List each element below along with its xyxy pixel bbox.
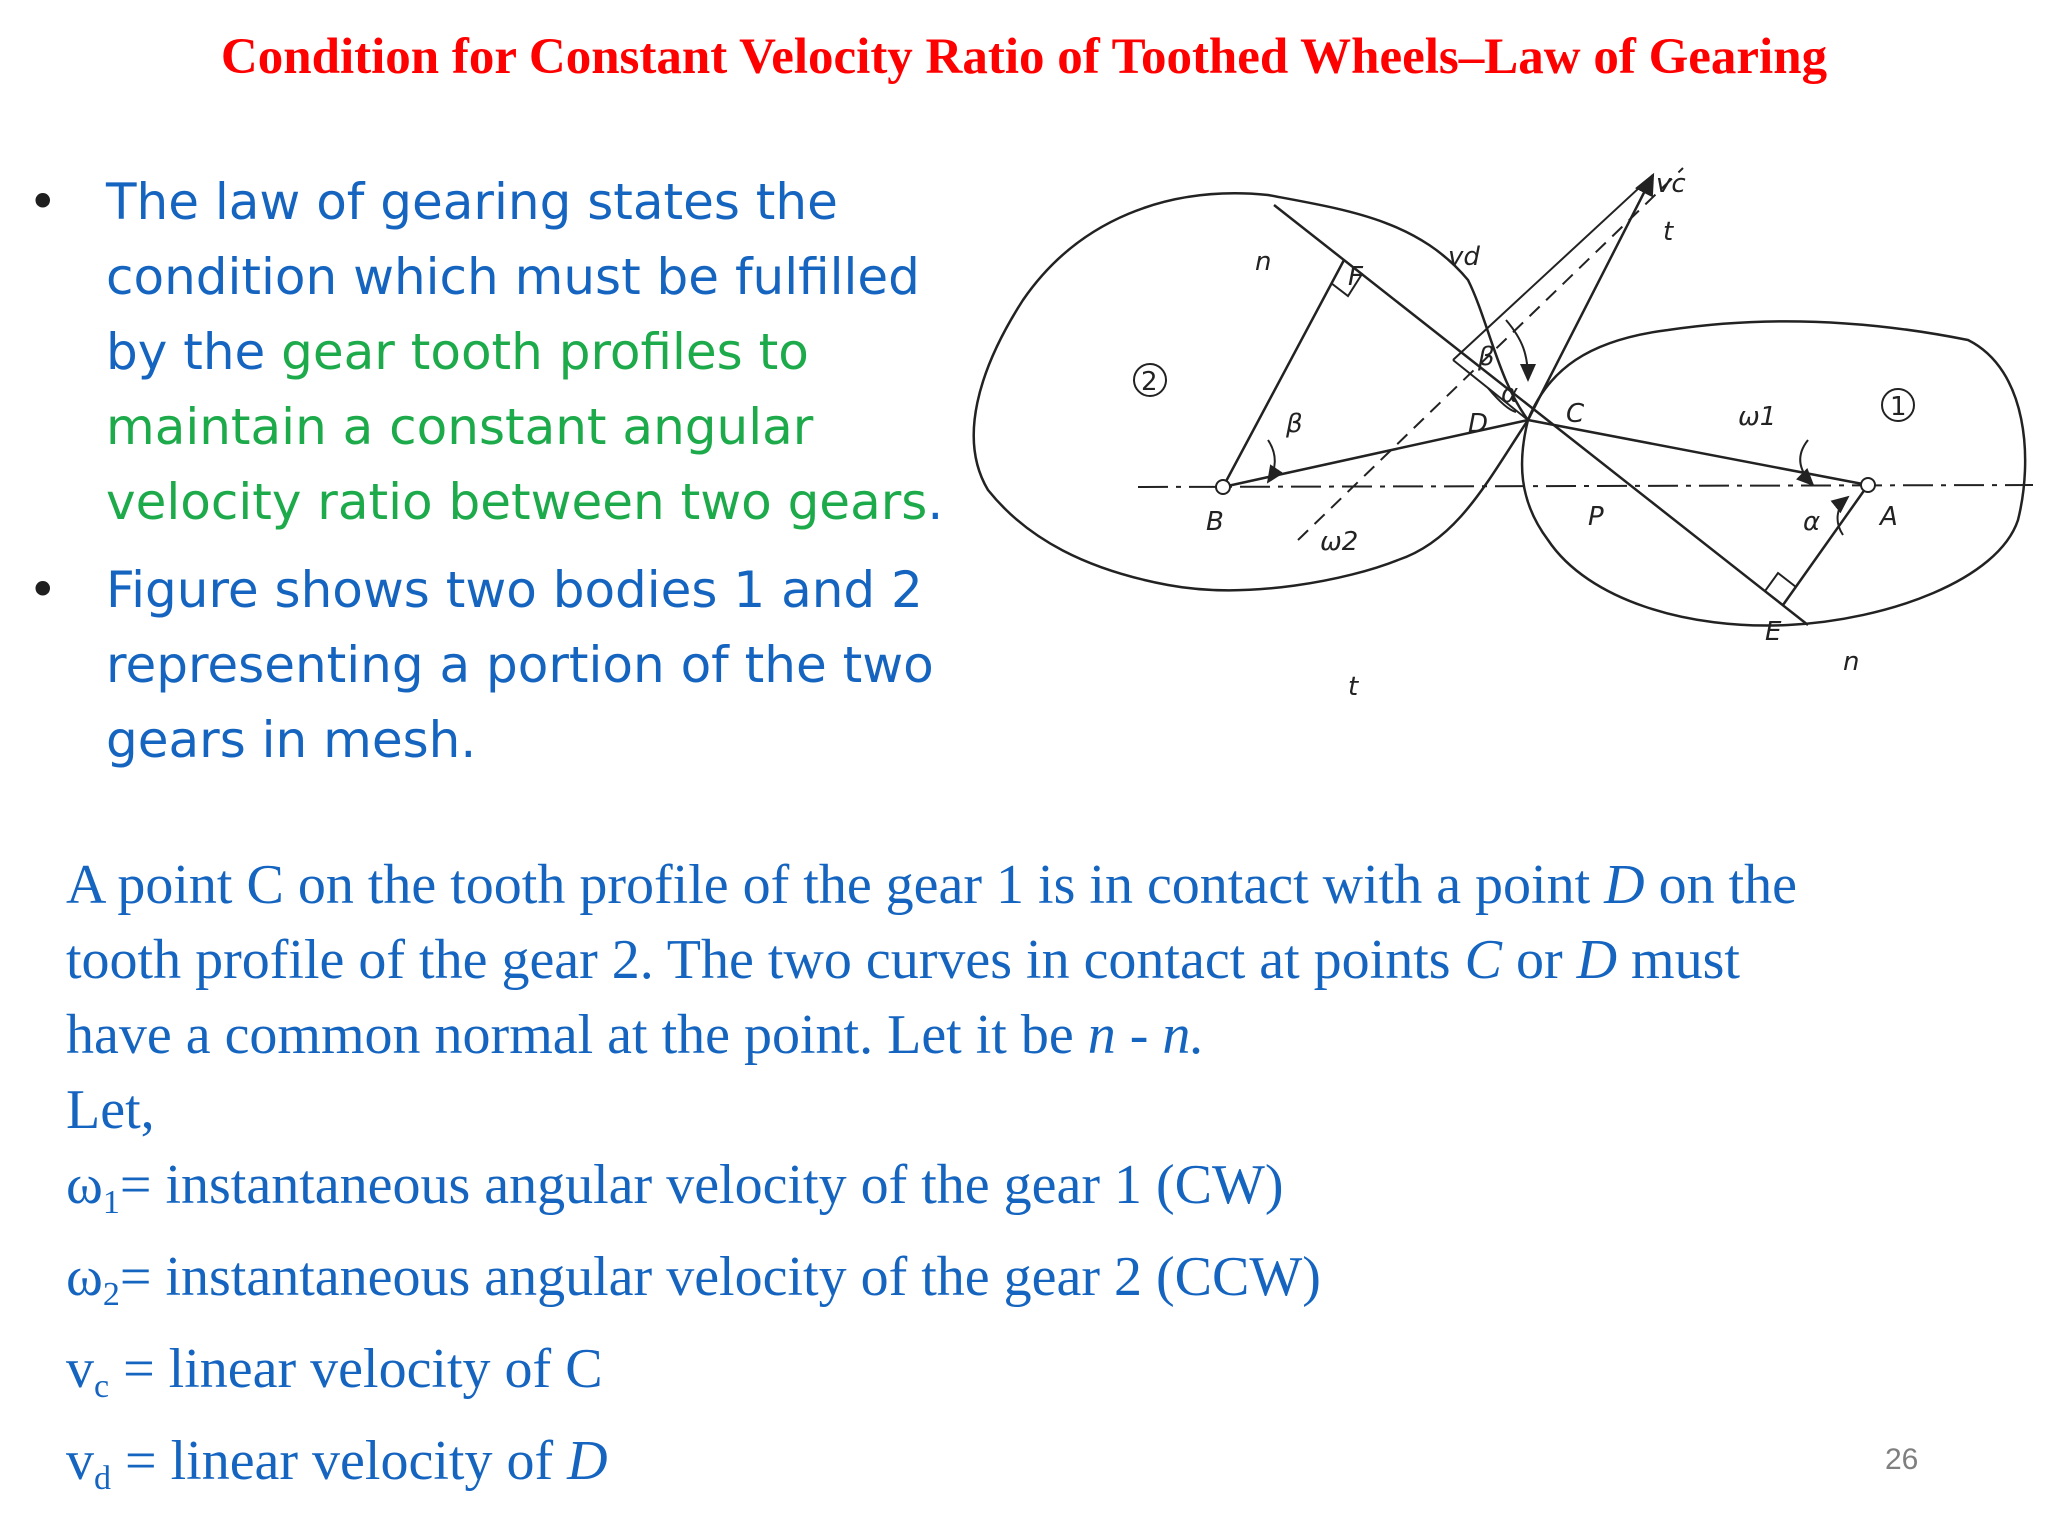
gear-contact-figure	[968, 140, 2038, 715]
label-omega-1: ω1	[1738, 402, 1777, 432]
label-f: F	[1348, 262, 1363, 292]
italic-d: D	[1576, 929, 1618, 991]
label-t-bottom: t	[1348, 672, 1359, 702]
label-alpha-top: α	[1501, 379, 1519, 409]
bullet-text: Figure shows two bodies 1 and 2 representing a portion of the two gears in mesh.	[106, 561, 934, 769]
right-angle-mark-e	[1765, 573, 1796, 605]
bullet-highlight-text: gear tooth profiles to maintain a constant angular velocity ratio between two gears	[106, 323, 928, 531]
definition-vd: $v_d$ = linear velocity of D	[66, 1430, 608, 1497]
definition-vc: $v_c$ = linear velocity of C	[66, 1338, 603, 1405]
centre-a	[1861, 478, 1875, 492]
gear-2-outline	[974, 193, 1528, 590]
text: have a common normal at the point. Let it be	[66, 1004, 1088, 1066]
label-vd: vd	[1448, 242, 1480, 272]
slide-title: Condition for Constant Velocity Ratio of Toothed Wheels–Law of Gearing	[220, 29, 1828, 85]
bullet-text: The law of gearing states the condition which must be fulfilled by the	[106, 173, 920, 381]
explanation-paragraph	[66, 848, 2026, 1516]
label-c: C	[1566, 399, 1585, 429]
italic-c: C	[1464, 929, 1502, 991]
italic-n-n: n - n.	[1087, 1004, 1205, 1066]
paragraph-line-3	[66, 998, 2026, 1073]
centre-b	[1216, 480, 1230, 494]
text: on the	[1644, 854, 1798, 916]
paragraph-let: Let,	[66, 1079, 155, 1141]
paragraph-line-2	[66, 923, 2026, 998]
bullet-item-law-of-gearing	[28, 165, 968, 540]
label-a: A	[1880, 502, 1898, 532]
label-p: P	[1588, 502, 1604, 532]
definition-omega-1: $\omega_1=$ instantaneous angular velocity of the gear 1 (CW)	[66, 1154, 1284, 1221]
definition-omega-2: $\omega_2=$ instantaneous angular velocity of the gear 2 (CCW)	[66, 1246, 1321, 1313]
label-beta-left: β	[1286, 409, 1303, 439]
bullet-dot-icon: •	[28, 173, 58, 231]
label-beta-top: β	[1478, 342, 1495, 372]
bullet-item-figure	[28, 553, 968, 778]
page-number: 26	[1885, 1443, 1919, 1476]
paragraph-line-1	[66, 848, 2026, 923]
text: tooth profile of the gear 2. The two curves in contact at points	[66, 929, 1465, 991]
label-gear-1: 1	[1890, 392, 1907, 422]
bullet-list	[28, 165, 968, 791]
label-gear-2: 2	[1141, 367, 1158, 397]
label-t-top: t	[1663, 217, 1674, 247]
text: must	[1617, 929, 1740, 991]
label-vc: vc	[1656, 169, 1686, 199]
label-b: B	[1206, 507, 1224, 537]
text: A point C on the tooth profile of the gear 1 is in contact with a point	[66, 854, 1605, 916]
label-d: D	[1468, 409, 1489, 439]
label-omega-2: ω2	[1320, 527, 1359, 557]
text: or	[1501, 929, 1577, 991]
bullet-dot-icon: •	[28, 561, 58, 619]
bullet-text-end: .	[927, 473, 944, 531]
label-n-bottom: n	[1843, 647, 1860, 677]
label-n-top: n	[1255, 247, 1272, 277]
italic-d: D	[1604, 854, 1645, 916]
label-alpha-right: α	[1803, 507, 1821, 537]
label-e: E	[1765, 617, 1782, 647]
